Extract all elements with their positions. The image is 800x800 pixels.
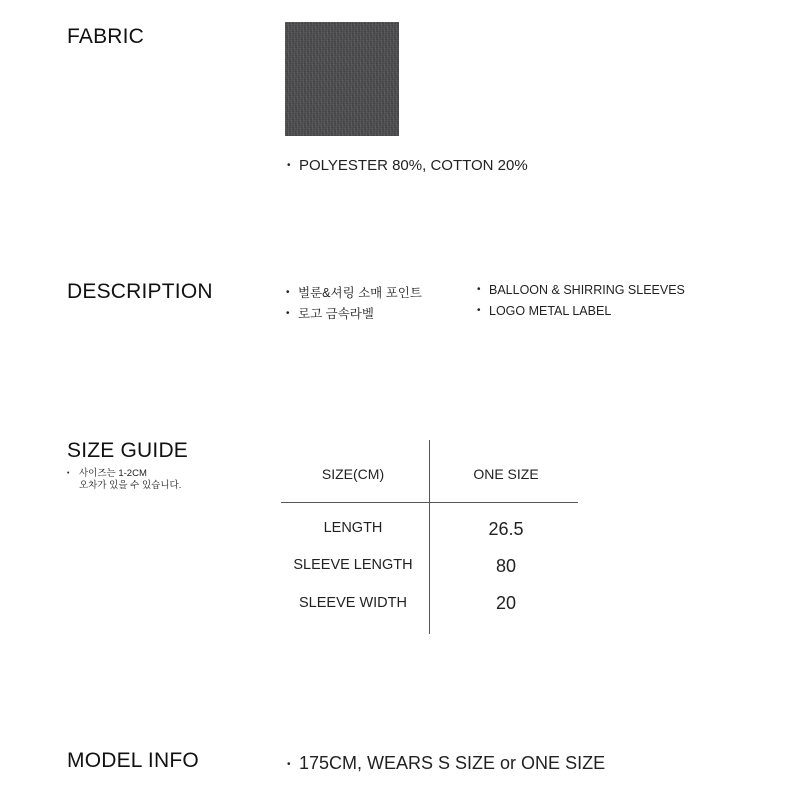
size-row-value: 80 xyxy=(495,556,517,576)
size-row-label: SLEEVE LENGTH xyxy=(293,557,413,573)
model-info-text: 175CM, WEARS S SIZE or ONE SIZE xyxy=(299,753,606,773)
description-korean-item-1: • 벌룬&셔링 소매 포인트 xyxy=(286,286,422,300)
size-table-header-one-size: ONE SIZE xyxy=(473,466,539,482)
size-row-value: 26.5 xyxy=(488,519,524,539)
bullet-icon: • xyxy=(286,308,290,319)
fabric-composition-text: POLYESTER 80%, COTTON 20% xyxy=(299,157,528,174)
bullet-icon: • xyxy=(477,284,481,295)
description-english-item-2: • LOGO METAL LABEL xyxy=(477,304,612,318)
fabric-composition xyxy=(287,157,528,174)
size-row-label: LENGTH xyxy=(323,520,383,536)
model-info-heading: MODEL INFO xyxy=(67,749,199,772)
description-english-item-1: • BALLOON & SHIRRING SLEEVES xyxy=(477,283,685,297)
bullet-icon: • xyxy=(287,160,291,171)
bullet-icon: • xyxy=(477,305,481,316)
bullet-icon: • xyxy=(287,759,291,770)
bullet-icon: • xyxy=(67,470,70,477)
size-row-label: SLEEVE WIDTH xyxy=(299,595,407,611)
model-info-line xyxy=(287,753,605,774)
size-table-vertical-divider xyxy=(429,440,430,634)
fabric-swatch-image xyxy=(285,22,399,136)
fabric-heading: FABRIC xyxy=(67,25,145,48)
description-heading: DESCRIPTION xyxy=(67,280,213,303)
description-korean-item-2: • 로고 금속라벨 xyxy=(286,307,374,321)
size-row-value: 20 xyxy=(495,593,517,613)
size-guide-heading: SIZE GUIDE xyxy=(67,439,189,462)
bullet-icon: • xyxy=(286,287,290,298)
size-table-header-size: SIZE(CM) xyxy=(321,466,385,482)
size-guide-note: • 사이즈는 1-2CM 오차가 있을 수 있습니다. xyxy=(67,468,182,491)
size-table-horizontal-divider xyxy=(281,502,578,503)
